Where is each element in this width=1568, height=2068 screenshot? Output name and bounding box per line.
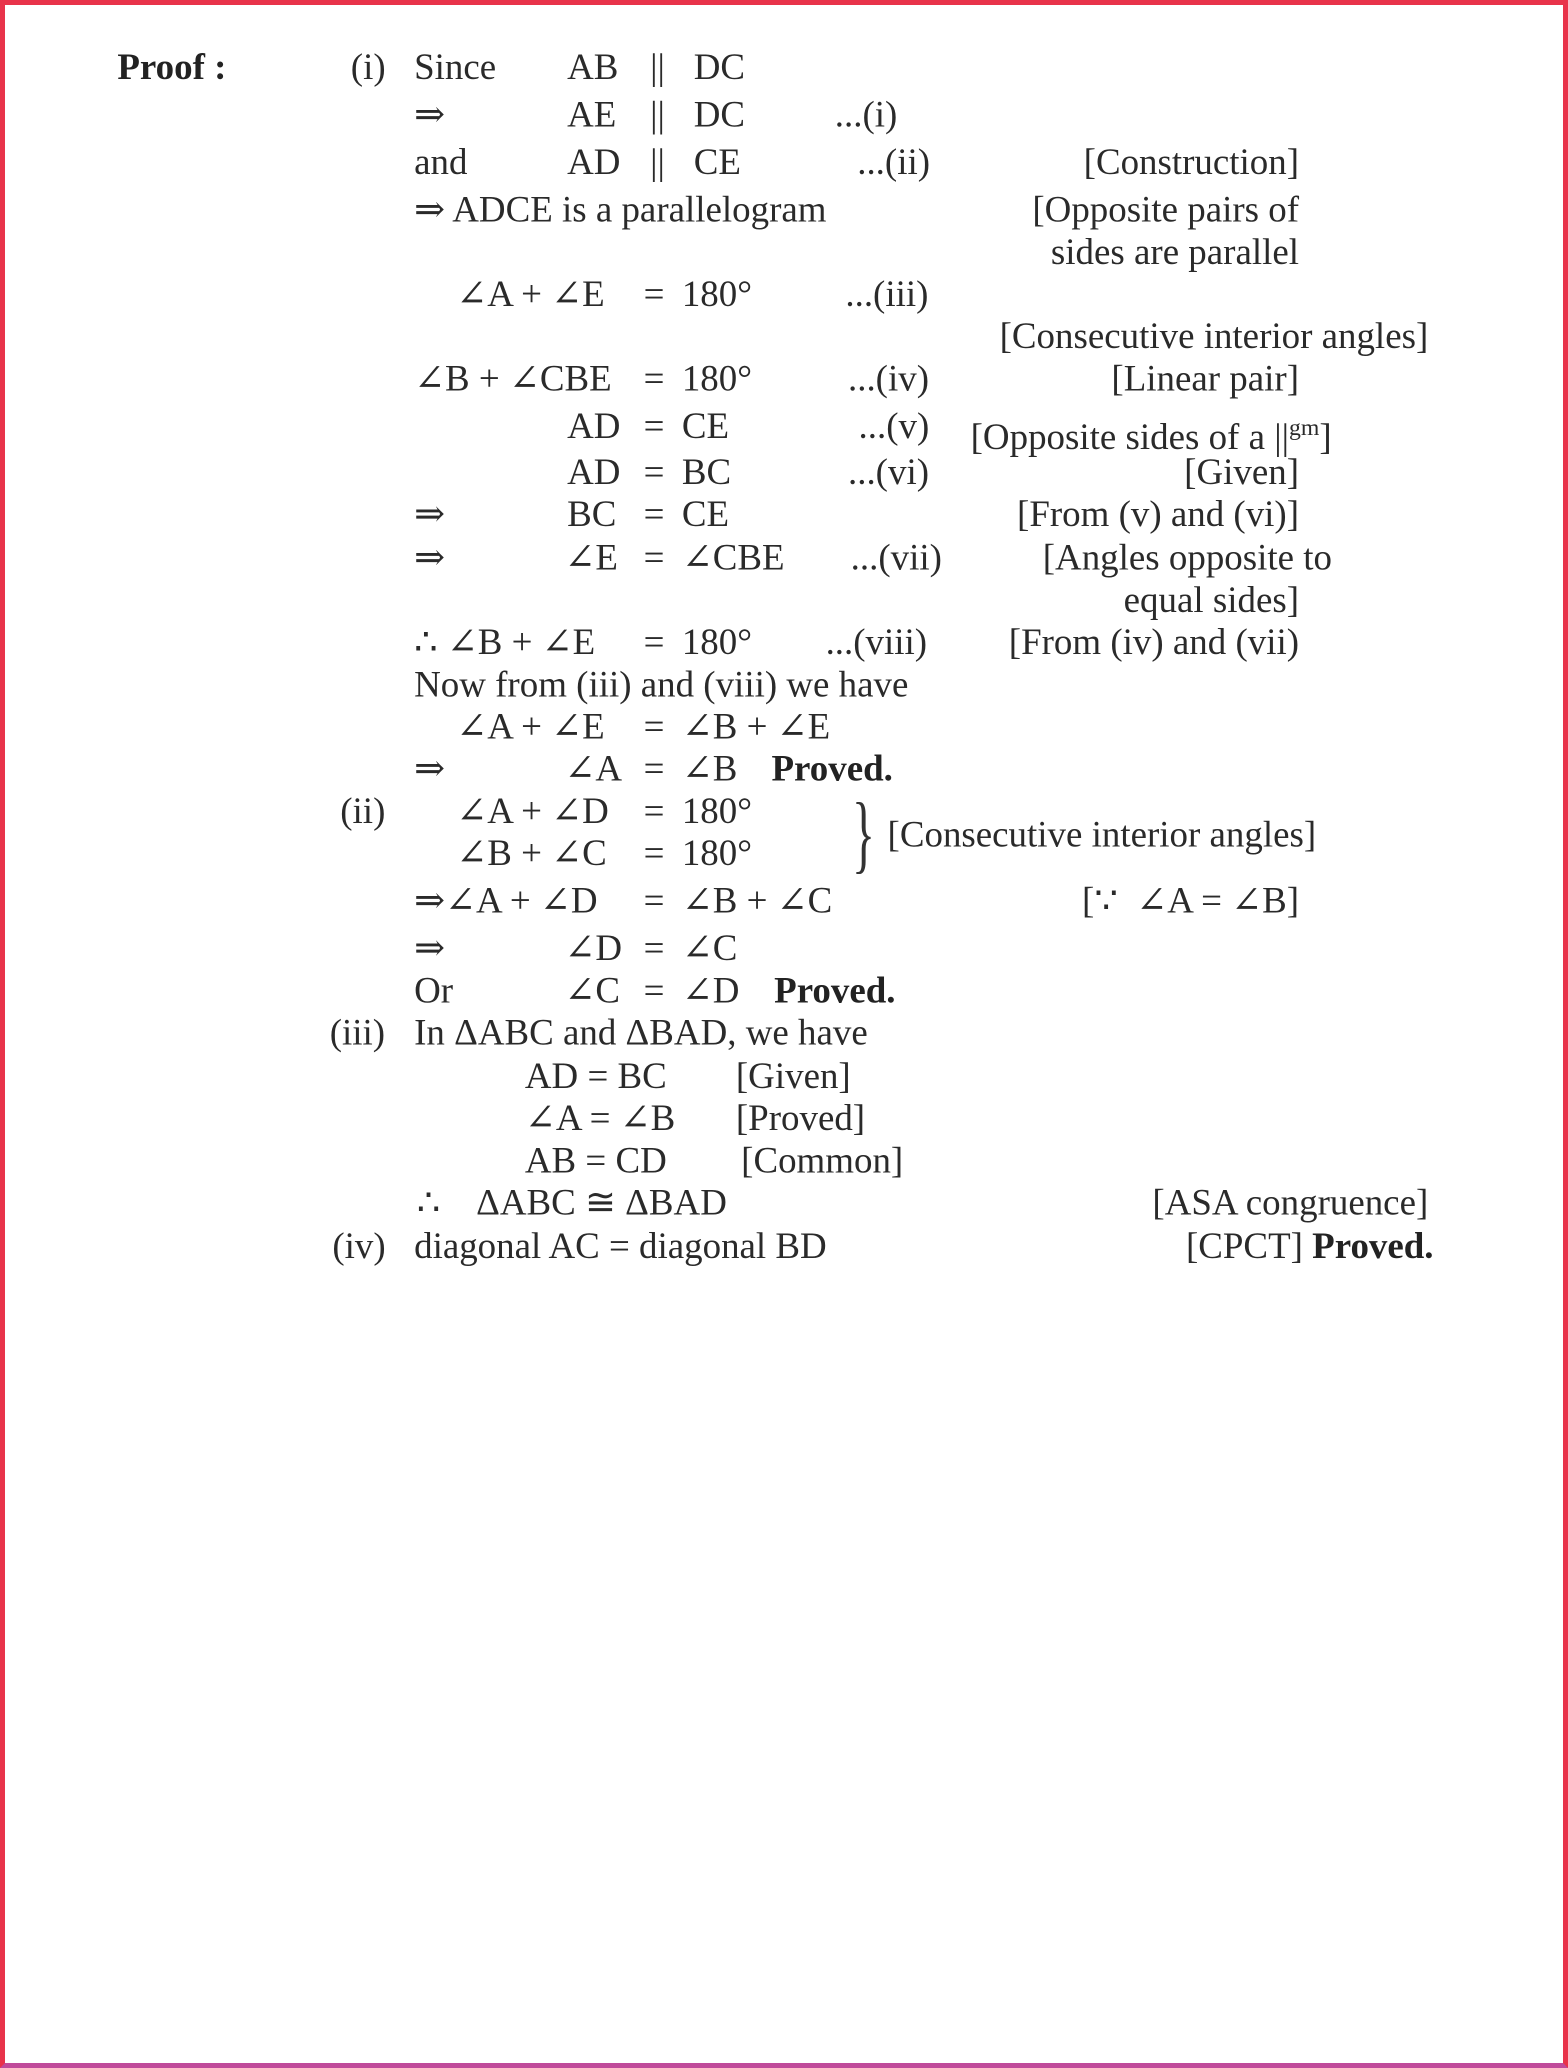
proof-text: = — [643, 494, 665, 536]
reason: [ASA congruence] — [1152, 1182, 1429, 1224]
proof-text: CE — [681, 494, 730, 536]
proof-text: = — [643, 928, 665, 970]
proof-text: = — [643, 274, 665, 316]
right-brace-icon: } — [851, 786, 875, 883]
proof-text: ∠CBE — [681, 538, 785, 579]
proof-text: Since — [414, 47, 497, 89]
proof-text: 180° — [681, 622, 752, 664]
reason: [Opposite pairs of — [1032, 189, 1300, 231]
reason: [Common] — [741, 1140, 904, 1182]
reason: [Consecutive interior angles] — [887, 815, 1317, 856]
proof-text: || — [650, 47, 665, 89]
proof-text: ∠B + ∠C — [681, 880, 833, 922]
proof-text: = — [643, 880, 665, 922]
equation-ref: ...(i) — [834, 94, 898, 136]
proof-text: 180° — [681, 833, 752, 875]
proof-text: = — [643, 538, 665, 579]
proof-text: In ΔABC and ΔBAD, we have — [414, 1012, 868, 1054]
proof-text: ∠A + ∠D — [456, 791, 609, 833]
proof-text: = — [643, 452, 665, 494]
proof-text: CE — [681, 406, 730, 448]
proof-text: ∠D — [681, 970, 740, 1012]
reason — [1186, 1225, 1434, 1270]
reason: [Construction] — [1083, 142, 1300, 184]
proof-text: = — [643, 358, 665, 400]
proof-text: Or — [414, 970, 454, 1012]
proof-text: = — [643, 749, 665, 790]
proof-text: AB — [567, 47, 619, 89]
equation-ref: ...(ii) — [857, 142, 931, 184]
equation-ref: ...(v) — [858, 406, 930, 448]
proof-text: and — [414, 142, 468, 184]
part-label: (iii) — [329, 1012, 386, 1054]
reason: [∵ ∠A = ∠B] — [1082, 880, 1300, 922]
equation-ref: ...(vi) — [847, 452, 930, 494]
proof-text: AE — [567, 94, 617, 136]
reason: [Linear pair] — [1111, 358, 1300, 400]
equation-ref: ...(viii) — [825, 622, 928, 664]
proof-text: ⇒ — [414, 928, 446, 970]
proof-text: ∠D — [564, 928, 623, 970]
proof-text: ⇒ — [414, 494, 446, 536]
proof-text: ⇒ — [414, 538, 446, 579]
proof-text: AB = CD — [524, 1140, 667, 1182]
proof-text: ∠A — [564, 749, 623, 790]
proof-text: ∠B — [681, 749, 738, 790]
proved-label: Proved. — [774, 970, 896, 1012]
proof-text: ∴ ∠B + ∠E — [414, 622, 596, 664]
proof-text: BC — [567, 494, 617, 536]
proof-text: ⇒ ADCE is a parallelogram — [414, 189, 827, 231]
proof-heading: Proof : — [117, 47, 227, 89]
proof-text: ∠C — [564, 970, 621, 1012]
proof-text: ⇒ — [414, 749, 446, 790]
equation-ref: ...(iii) — [845, 274, 929, 316]
proof-text: ∠B + ∠CBE — [414, 358, 612, 400]
proof-text: AD = BC — [524, 1056, 667, 1098]
proof-text: diagonal AC = diagonal BD — [414, 1226, 827, 1268]
proof-text: ⇒ — [414, 94, 446, 136]
proof-text: 180° — [681, 358, 752, 400]
proved-label: Proved. — [1312, 1226, 1434, 1268]
proof-text: DC — [693, 94, 745, 136]
part-label: (iv) — [332, 1226, 386, 1268]
equation-ref: ...(vii) — [850, 538, 942, 579]
proof-text: || — [650, 142, 665, 184]
proof-text: ΔABC ≅ ΔBAD — [476, 1182, 727, 1224]
reason-text: [Opposite sides of a || — [970, 417, 1289, 459]
reason: [Given] — [1184, 452, 1300, 494]
proof-text: ∠B + ∠E — [681, 706, 831, 748]
reason: [Given] — [735, 1056, 851, 1098]
proof-text: ∠C — [681, 928, 738, 970]
part-label: (i) — [350, 47, 386, 89]
reason-text: [CPCT] — [1185, 1226, 1303, 1268]
superscript: gm — [1288, 414, 1320, 441]
reason: [From (iv) and (vii) — [1008, 622, 1300, 664]
proof-text: || — [650, 94, 665, 136]
proof-text: ∠A = ∠B — [524, 1098, 676, 1140]
reason: [From (v) and (vi)] — [1017, 494, 1300, 536]
proof-text: BC — [681, 452, 732, 494]
proof-text: = — [643, 706, 665, 748]
equation-ref: ...(iv) — [847, 358, 930, 400]
proof-text: CE — [693, 142, 741, 184]
proof-text: ∠A + ∠E — [456, 706, 605, 748]
proof-text: = — [643, 406, 665, 448]
part-label: (ii) — [340, 791, 386, 833]
proof-text: AD — [567, 142, 621, 184]
proof-text: Now from (iii) and (viii) we have — [414, 664, 909, 706]
reason: [Consecutive interior angles] — [999, 316, 1429, 358]
proof-text: = — [643, 833, 665, 875]
reason: [Angles opposite to — [1042, 538, 1332, 579]
proof-text: = — [643, 970, 665, 1012]
proof-text: = — [643, 791, 665, 833]
reason: equal sides] — [1123, 580, 1300, 622]
proof-text: 180° — [681, 274, 752, 316]
proof-text: ⇒∠A + ∠D — [414, 880, 598, 922]
reason-text: ] — [1319, 417, 1332, 459]
proof-text: = — [643, 622, 665, 664]
proof-text: DC — [693, 47, 745, 89]
reason: sides are parallel — [1050, 232, 1300, 273]
proof-text: AD — [567, 452, 621, 494]
proof-text: ∠A + ∠E — [456, 274, 605, 316]
reason: [Proved] — [735, 1098, 866, 1140]
proof-text: ∠E — [564, 538, 618, 579]
proof-text: AD — [567, 406, 621, 448]
therefore-symbol: ∴ — [416, 1182, 441, 1224]
proved-label: Proved. — [771, 749, 893, 790]
proof-text: ∠B + ∠C — [456, 833, 607, 875]
proof-text: 180° — [681, 791, 752, 833]
